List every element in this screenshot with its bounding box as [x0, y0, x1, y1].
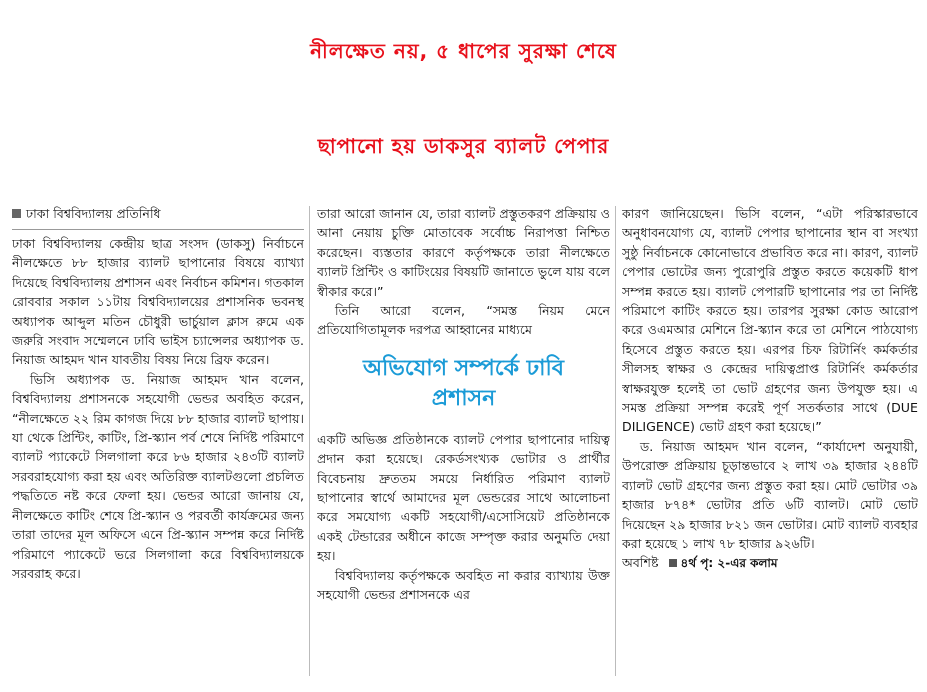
remaining-text: অবশিষ্ট: [622, 555, 659, 571]
paragraph: ড. নিয়াজ আহমদ খান বলেন, “কার্যাদেশ অনুযায়ী, উপরোক্ত প্রক্রিয়ায় চূড়ান্তভাবে ২ লাখ ৩৯ হাজার ২৪৪টি ব্যালট ভোট গ্রহণের জন্য প্রস্তুত করা হয়। মোট ভোটার ৩৯ হাজার ৮৭৪* ভোটার প্রতি ৬টি ব্যালট। মোট ভোট দিয়েছেন ২৯ হাজার ৮২১ জন ভোটার। মোট ব্যালট ব্যবহার করা হয়েছে ১ লাখ ৭৮ হাজার ৯২৬টি।: [622, 438, 918, 551]
headline: [0, 4, 927, 194]
column-divider-2: [615, 206, 616, 676]
headline-line-2: ছাপানো হয় ডাকসুর ব্যালট পেপার: [317, 134, 610, 158]
square-bullet-icon: [12, 209, 21, 218]
continuation-line: [622, 553, 918, 573]
paragraph: কারণ জানিয়েছেন। ভিসি বলেন, “এটা পরিস্কারভাবে অনুধাবনযোগ্য যে, ব্যালট পেপার ছাপানোর স্থান বা সংখ্যা সুষ্ঠু নির্বাচনকে কোনোভাবে প্রভাবিত করে না। কারণ, ব্যালট পেপার ভোটের জন্য পুরোপুরি প্রস্তুত করতে কয়েকটি ধাপ সম্পন্ন করতে হয়। ব্যালট পেপারটি ছাপানোর পর তা নির্দিষ্ট পরিমাপে কাটিং করতে হয়। তারপর সুরক্ষা কোড আরোপ করে ওএমআর মেশিনে প্রি-স্ক্যান করে তা মেশিনে পাঠযোগ্য হিসেবে প্রস্তুত করতে হয়। এরপর চিফ রিটার্নিং কর্মকর্তার সীলসহ স্বাক্ষর ও কেন্দ্রের দায়িত্বপ্রাপ্ত রিটার্নিং কর্মকর্তার স্বাক্ষরযুক্ত হলেই তা ভোট গ্রহণের জন্য উপযুক্ত হয়। এ সমস্ত প্রক্রিয়া সম্পন্ন করেই পূর্ণ সতর্কতার সাথে (DUE DILIGENCE) ভোট গ্রহণ করা হয়েছে।”: [622, 206, 918, 435]
subheading: [317, 354, 610, 414]
continued-on-text: ৪র্থ পৃ: ২-এর কলাম: [680, 556, 778, 571]
article-column-2: [317, 204, 610, 684]
square-bullet-icon: [669, 559, 677, 567]
paragraph: বিশ্ববিদ্যালয় কর্তৃপক্ষকে অবহিত না করার ব্যাখ্যায় উক্ত সহযোগী ভেন্ডর প্রশাসনকে এর: [317, 567, 610, 603]
continued-on: [663, 556, 778, 570]
paragraph: একটি অভিজ্ঞ প্রতিষ্ঠানকে ব্যালট পেপার ছাপানোর দায়িত্ব প্রদান করা হয়েছে। রেকর্ডসংখ্যক ভোটার ও প্রার্থীর বিবেচনায় দ্রুততম সময়ে নির্ধারিত পরিমাণ ব্যালট ছাপানোর স্বার্থে আমাদের মূল ভেন্ডরের সাথে আলোচনা করে সমযোগ্য একটি সহযোগী/এসোসিয়েট প্রতিষ্ঠানকে একই টেন্ডারের অধীনে কাজে সম্পৃক্ত করার অনুমতি দেয়া হয়।: [317, 431, 610, 564]
byline: [12, 204, 304, 230]
article-column-1: [12, 204, 304, 684]
paragraph: তিনি আরো বলেন, “সমস্ত নিয়ম মেনে প্রতিযোগিতামূলক দরপত্র আহ্বানের মাধ্যমে: [317, 303, 610, 338]
subheading-line-1: অভিযোগ সম্পর্কে ঢাবি: [363, 355, 564, 381]
paragraph: তারা আরো জানান যে, তারা ব্যালট প্রস্তুতকরণ প্রক্রিয়ায় ও আনা নেয়ায় চুক্তি মোতাবেক সর্বোচ্চ নিরাপত্তা নিশ্চিত করেছেন। ব্যস্ততার কারণে কর্তৃপক্ষকে তারা নীলক্ষেতে ব্যালট প্রিন্টিং ও কাটিংয়ের বিষয়টি জানাতে ভুলে যায় বলে স্বীকার করে।”: [317, 206, 610, 299]
paragraph: ভিসি অধ্যাপক ড. নিয়াজ আহমদ খান বলেন, বিশ্ববিদ্যালয় প্রশাসনকে সহযোগী ভেন্ডর অবহিত করেন, “নীলক্ষেতে ২২ রিম কাগজ দিয়ে ৮৮ হাজার ব্যালট ছাপায়। যা থেকে প্রিন্টিং, কাটিং, প্রি-স্ক্যান পর্ব শেষে নির্দিষ্ট পরিমাণে ব্যালট প্যাকেটে সিলগালা করে ৮৬ হাজার ২৪৩টি ব্যালট সরবরাহযোগ্য করা হয় এবং অতিরিক্ত ব্যালটগুলো প্রচলিত পদ্ধতিতে নষ্ট করে ফেলা হয়। ভেন্ডর আরো জানায় যে, নীলক্ষেতে কাটিং শেষে প্রি-স্ক্যান ও পরবর্তী কার্যক্রমের জন্য তারা তাদের মূল অফিসে এনে প্রি-স্ক্যান সম্পন্ন করে নির্দিষ্ট পরিমাণে প্যাকেটে ভরে সিলগালা করে বিশ্ববিদ্যালয়কে সরবরাহ করে।: [12, 371, 304, 581]
byline-text: ঢাকা বিশ্ববিদ্যালয় প্রতিনিধি: [26, 206, 161, 221]
headline-line-1: নীলক্ষেত নয়, ৫ ধাপের সুরক্ষা শেষে: [310, 39, 617, 63]
column-divider-1: [309, 206, 310, 676]
subheading-line-2: প্রশাসন: [431, 385, 496, 411]
paragraph: ঢাকা বিশ্ববিদ্যালয় কেন্দ্রীয় ছাত্র সংসদ (ডাকসু) নির্বাচনে নীলক্ষেতে ৮৮ হাজার ব্যালট ছাপানোর বিষয়ে ব্যাখ্যা দিয়েছে বিশ্ববিদ্যালয় প্রশাসন এবং নির্বাচন কমিশন। গতকাল রোববার সকাল ১১টায় বিশ্ববিদ্যালয়ের প্রশাসনিক ভবনস্থ অধ্যাপক আব্দুল মতিন চৌধুরী ভার্চুয়াল ক্লাস রুমে এক জরুরি সংবাদ সম্মেলনে ঢাবি ভাইস চ্যান্সেলর অধ্যাপক ড. নিয়াজ আহমদ খান যাবতীয় বিষয় নিয়ে ব্রিফ করেন।: [12, 236, 304, 368]
article-column-3: [622, 204, 918, 684]
